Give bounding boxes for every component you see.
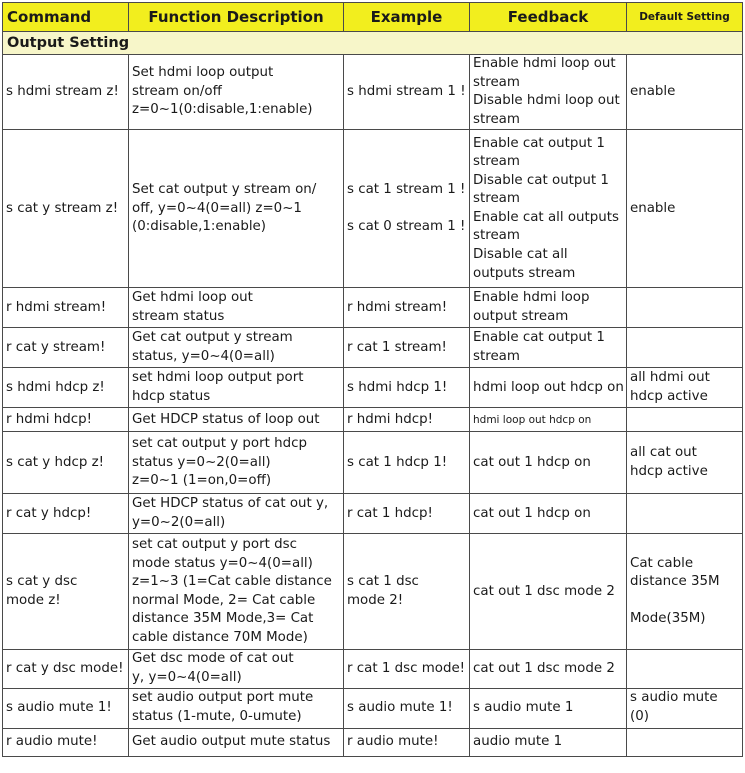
feedback-text-line: hdmi loop out hdcp on [473, 413, 592, 426]
function-text-line: status, y=0~4(0=all) [132, 348, 275, 364]
header-function: Function Description [129, 3, 344, 32]
table-row [3, 130, 743, 288]
header-default: Default Setting [627, 3, 743, 32]
example-text-line: s cat 1 stream 1 ! [347, 181, 466, 197]
cell-feedback [470, 55, 627, 130]
cell-default [627, 288, 743, 328]
feedback-text-line: Disable hdmi loop out [473, 93, 620, 109]
default-text-line: all cat out [630, 445, 697, 461]
function-text-line: Get HDCP status of loop out [132, 411, 320, 427]
cell-function [129, 688, 344, 728]
cell-default [627, 728, 743, 756]
cell-default [627, 494, 743, 534]
command-table [2, 2, 743, 757]
example-text-line: s hdmi stream 1 ! [347, 83, 466, 99]
function-text-line: y, y=0~4(0=all) [132, 669, 242, 685]
function-text-line: hdcp status [132, 388, 211, 404]
feedback-text-line: Disable cat all [473, 247, 568, 263]
example-text-line: s cat 1 dsc [347, 574, 419, 590]
cell-command [3, 368, 129, 408]
header-feedback: Feedback [470, 3, 627, 32]
feedback-text-line: cat out 1 hdcp on [473, 454, 591, 470]
example-text-line: r cat 1 stream! [347, 339, 447, 355]
table-row [3, 432, 743, 494]
feedback-text-line: stream [473, 154, 520, 170]
function-text-line: cable distance 70M Mode) [132, 630, 308, 646]
cell-command [3, 55, 129, 130]
feedback-text-line: cat out 1 dsc mode 2 [473, 660, 615, 676]
default-text-line: hdcp active [630, 463, 708, 479]
function-text-line: set cat output y port hdcp [132, 435, 307, 451]
command-text-line: s audio mute 1! [6, 699, 112, 715]
feedback-text-line: stream [473, 348, 520, 364]
example-text-line: r audio mute! [347, 733, 439, 749]
feedback-text-line: hdmi loop out hdcp on [473, 379, 624, 395]
cell-default [627, 328, 743, 368]
default-text-line: Mode(35M) [630, 611, 706, 627]
example-text-line: s audio mute 1! [347, 699, 453, 715]
cell-feedback [470, 328, 627, 368]
feedback-text-line: stream [473, 191, 520, 207]
cell-feedback [470, 432, 627, 494]
cell-example [344, 494, 470, 534]
cell-feedback [470, 650, 627, 688]
cell-command [3, 130, 129, 288]
cell-example [344, 328, 470, 368]
cell-default [627, 55, 743, 130]
example-text-line: r cat 1 hdcp! [347, 505, 433, 521]
function-text-line: z=1~3 (1=Cat cable distance [132, 574, 332, 590]
function-text-line: Get cat output y stream [132, 330, 293, 346]
cell-command [3, 534, 129, 650]
cell-default [627, 688, 743, 728]
feedback-text-line: Enable cat output 1 [473, 135, 605, 151]
example-text-line: s cat 1 hdcp 1! [347, 454, 448, 470]
table-row [3, 728, 743, 756]
function-text-line: Get hdmi loop out [132, 290, 253, 306]
cell-function [129, 432, 344, 494]
cell-example [344, 432, 470, 494]
cell-default [627, 432, 743, 494]
feedback-text-line: cat out 1 dsc mode 2 [473, 583, 615, 599]
cell-function [129, 368, 344, 408]
cell-example [344, 650, 470, 688]
section-row [3, 32, 743, 55]
feedback-text-line: Enable cat all outputs [473, 209, 619, 225]
cell-command [3, 494, 129, 534]
function-text-line: set hdmi loop output port [132, 370, 304, 386]
function-text-line: distance 35M Mode,3= Cat [132, 611, 314, 627]
default-text-line: all hdmi out [630, 370, 710, 386]
cell-default [627, 408, 743, 432]
cell-default [627, 534, 743, 650]
table-row [3, 368, 743, 408]
cell-feedback [470, 408, 627, 432]
cell-example [344, 728, 470, 756]
cell-function [129, 534, 344, 650]
cell-command [3, 728, 129, 756]
cell-feedback [470, 494, 627, 534]
default-text-line: s audio mute [630, 690, 718, 706]
cell-example [344, 408, 470, 432]
cell-example [344, 130, 470, 288]
default-text-line: hdcp active [630, 388, 708, 404]
header-example: Example [344, 3, 470, 32]
header-row [3, 3, 743, 32]
cell-feedback [470, 728, 627, 756]
cell-feedback [470, 534, 627, 650]
function-text-line: Get dsc mode of cat out [132, 651, 294, 667]
table-row [3, 494, 743, 534]
cell-function [129, 650, 344, 688]
command-text-line: r audio mute! [6, 733, 98, 749]
function-text-line: (0:disable,1:enable) [132, 219, 267, 235]
cell-example [344, 55, 470, 130]
function-text-line: Get HDCP status of cat out y, [132, 496, 329, 512]
table-row [3, 408, 743, 432]
feedback-text-line: Enable hdmi loop [473, 290, 590, 306]
example-text-line: r hdmi stream! [347, 299, 448, 315]
command-text-line: r cat y stream! [6, 339, 106, 355]
section-title: Output Setting [3, 32, 743, 55]
feedback-text-line: Enable hdmi loop out [473, 56, 616, 71]
function-text-line: stream on/off [132, 83, 222, 99]
cell-default [627, 368, 743, 408]
function-text-line: set audio output port mute [132, 690, 314, 706]
cell-function [129, 55, 344, 130]
function-text-line: z=0~1 (1=on,0=off) [132, 473, 272, 489]
example-text-line: s hdmi hdcp 1! [347, 379, 448, 395]
cell-command [3, 288, 129, 328]
cell-default [627, 130, 743, 288]
command-table-container [2, 2, 743, 757]
default-text-line: Cat cable [630, 555, 694, 571]
default-text-line: distance 35M [630, 574, 720, 590]
feedback-text-line: s audio mute 1 [473, 699, 574, 715]
table-row [3, 688, 743, 728]
cell-function [129, 728, 344, 756]
default-text-line: enable [630, 200, 676, 216]
cell-command [3, 650, 129, 688]
blank-line [347, 200, 466, 219]
cell-example [344, 368, 470, 408]
example-text-line: mode 2! [347, 592, 404, 608]
cell-command [3, 328, 129, 368]
feedback-text-line: cat out 1 hdcp on [473, 505, 591, 521]
function-text-line: z=0~1(0:disable,1:enable) [132, 102, 313, 118]
cell-feedback [470, 688, 627, 728]
cell-example [344, 534, 470, 650]
function-text-line: status (1-mute, 0-umute) [132, 709, 302, 725]
command-text-line: mode z! [6, 592, 61, 608]
feedback-text-line: stream [473, 74, 520, 90]
function-text-line: normal Mode, 2= Cat cable [132, 592, 316, 608]
default-text-line: enable [630, 83, 676, 99]
header-command: Command [3, 3, 129, 32]
feedback-text-line: stream [473, 111, 520, 127]
cell-function [129, 130, 344, 288]
function-text-line: Set cat output y stream on/ [132, 181, 317, 197]
table-row [3, 534, 743, 650]
command-text-line: r hdmi hdcp! [6, 411, 92, 427]
default-text-line: (0) [630, 709, 649, 725]
cell-feedback [470, 288, 627, 328]
cell-command [3, 432, 129, 494]
cell-function [129, 494, 344, 534]
feedback-text-line: Enable cat output 1 [473, 330, 605, 346]
cell-example [344, 288, 470, 328]
function-text-line: status y=0~2(0=all) [132, 454, 271, 470]
feedback-text-line: outputs stream [473, 265, 576, 281]
function-text-line: stream status [132, 308, 225, 324]
table-row [3, 650, 743, 688]
cell-function [129, 328, 344, 368]
command-text-line: r hdmi stream! [6, 299, 107, 315]
command-text-line: r cat y hdcp! [6, 505, 92, 521]
command-text-line: s cat y stream z! [6, 200, 119, 216]
function-text-line: mode status y=0~4(0=all) [132, 555, 313, 571]
function-text-line: Set hdmi loop output [132, 65, 274, 81]
command-text-line: s hdmi hdcp z! [6, 379, 105, 395]
blank-line [630, 592, 739, 611]
cell-feedback [470, 368, 627, 408]
table-row [3, 55, 743, 130]
function-text-line: Get audio output mute status [132, 733, 331, 749]
cell-feedback [470, 130, 627, 288]
command-text-line: r cat y dsc mode! [6, 660, 124, 676]
feedback-text-line: output stream [473, 308, 569, 324]
example-text-line: r hdmi hdcp! [347, 411, 433, 427]
example-text-line: r cat 1 dsc mode! [347, 660, 466, 676]
feedback-text-line: Disable cat output 1 [473, 172, 609, 188]
function-text-line: off, y=0~4(0=all) z=0~1 [132, 200, 302, 216]
table-row [3, 328, 743, 368]
command-text-line: s cat y hdcp z! [6, 454, 104, 470]
cell-default [627, 650, 743, 688]
example-text-line: s cat 0 stream 1 ! [347, 219, 466, 235]
command-text-line: s hdmi stream z! [6, 83, 119, 99]
cell-command [3, 688, 129, 728]
function-text-line: set cat output y port dsc [132, 537, 297, 553]
cell-function [129, 288, 344, 328]
cell-command [3, 408, 129, 432]
cell-example [344, 688, 470, 728]
command-text-line: s cat y dsc [6, 574, 78, 590]
cell-function [129, 408, 344, 432]
table-row [3, 288, 743, 328]
feedback-text-line: audio mute 1 [473, 733, 563, 749]
feedback-text-line: stream [473, 228, 520, 244]
function-text-line: y=0~2(0=all) [132, 514, 226, 530]
